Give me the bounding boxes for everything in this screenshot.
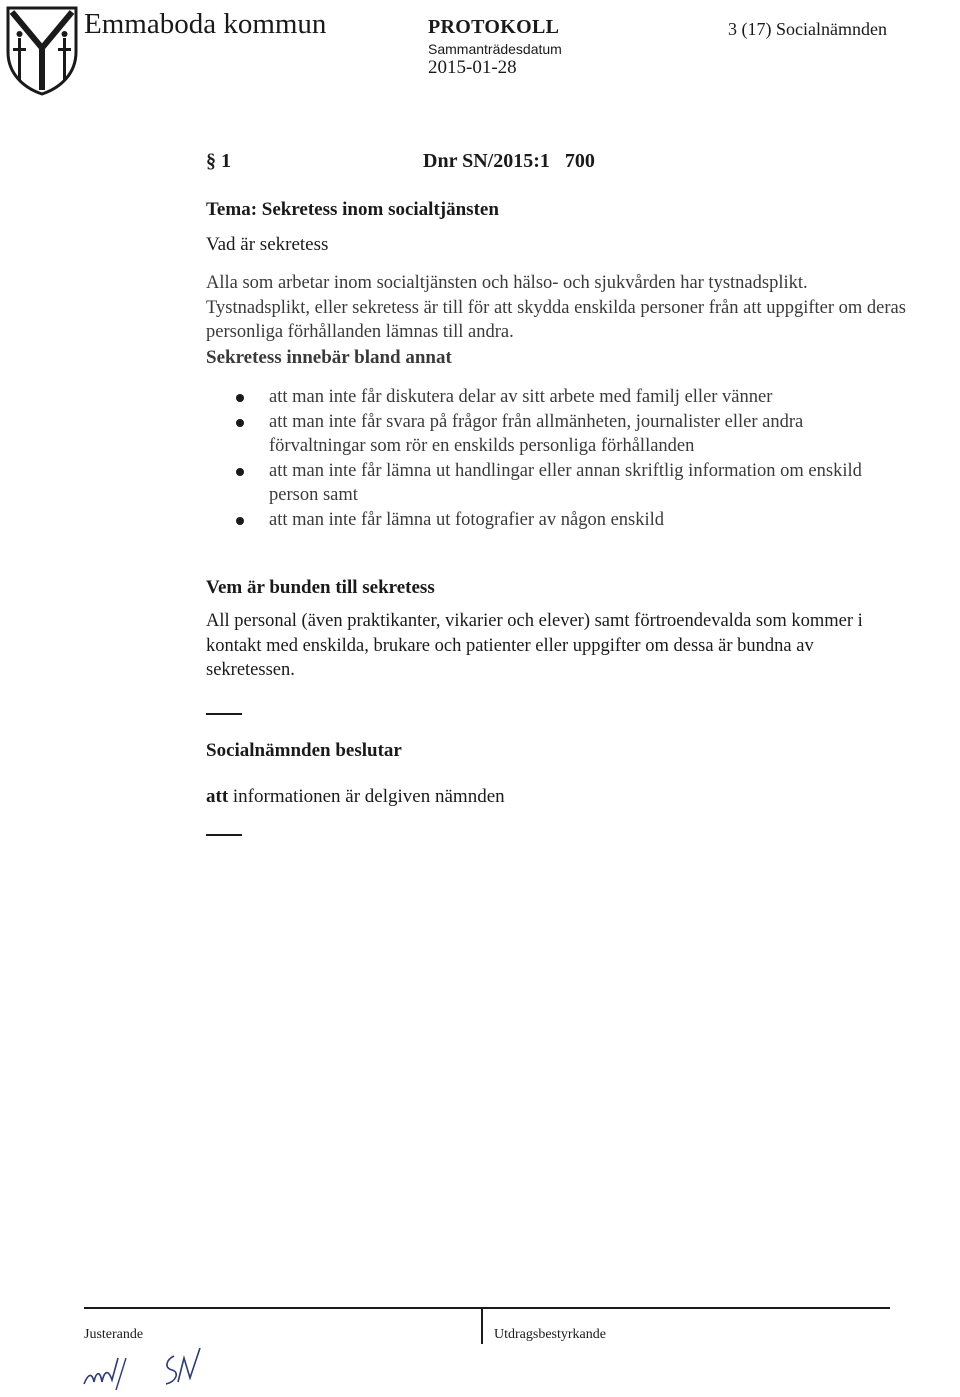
bullet-list: [232, 385, 892, 532]
municipality-crest-logo: [4, 4, 80, 96]
list-item-text: att man inte får lämna ut handlingar eller annan skriftlig information om enskild person samt: [269, 460, 862, 505]
document-type: PROTOKOLL: [428, 16, 560, 38]
handwritten-signature-initials: [78, 1338, 218, 1393]
separator-dash: [206, 713, 242, 715]
footer-label-justerande: Justerande: [84, 1327, 144, 1342]
section-heading-who-is-bound: Vem är bunden till sekretess: [206, 577, 435, 598]
list-item: [232, 385, 892, 410]
list-item: [232, 459, 892, 508]
separator-dash: [206, 834, 242, 836]
date-label: Sammanträdesdatum: [428, 41, 562, 57]
bullet-icon: [236, 517, 244, 525]
page-info: 3 (17) Socialnämnden: [728, 19, 887, 39]
list-item-text: att man inte får svara på frågor från allmänheten, journalister eller andra förvaltningar som rör en enskilds personliga förhållanden: [269, 411, 804, 456]
decision-text: [206, 786, 505, 808]
bullet-icon: [236, 419, 244, 427]
list-item: [232, 508, 892, 533]
list-item-text: att man inte får diskutera delar av sitt arbete med familj eller vänner: [269, 387, 773, 407]
diary-number: Dnr SN/2015:1 700: [423, 150, 595, 172]
footer-column-divider: [481, 1308, 483, 1344]
footer-divider: [84, 1307, 890, 1309]
theme-heading: Tema: Sekretess inom socialtjänsten: [206, 199, 499, 220]
paragraph-number: § 1: [206, 150, 231, 172]
list-item: [232, 410, 892, 459]
section-heading-secrecy-means: Sekretess innebär bland annat: [206, 347, 452, 368]
body-paragraph: All personal (även praktikanter, vikarier och elever) samt förtroendevalda som kommer i kontakt med enskilda, brukare och patienter eller uppgifter om dessa är bundna av sekretessen.: [206, 611, 863, 680]
decision-heading: Socialnämnden beslutar: [206, 740, 402, 761]
footer-label-utdragsbestyrkande: Utdragsbestyrkande: [494, 1327, 606, 1342]
section-heading-what-is-secrecy: Vad är sekretess: [206, 234, 329, 255]
decision-body: informationen är delgiven nämnden: [228, 786, 505, 807]
decision-att: att: [206, 786, 229, 807]
body-paragraph: Alla som arbetar inom socialtjänsten och hälso- och sjukvården har tystnadsplikt. Tystnadsplikt, eller sekretess är till för att skydda enskilda personer från att uppgifter om deras personliga förhållanden lämnas till andra.: [206, 273, 906, 342]
meeting-date: 2015-01-28: [428, 57, 517, 78]
org-name: Emmaboda kommun: [84, 8, 327, 40]
list-item-text: att man inte får lämna ut fotografier av någon enskild: [269, 509, 665, 530]
bullet-icon: [236, 394, 244, 402]
bullet-icon: [236, 468, 244, 476]
